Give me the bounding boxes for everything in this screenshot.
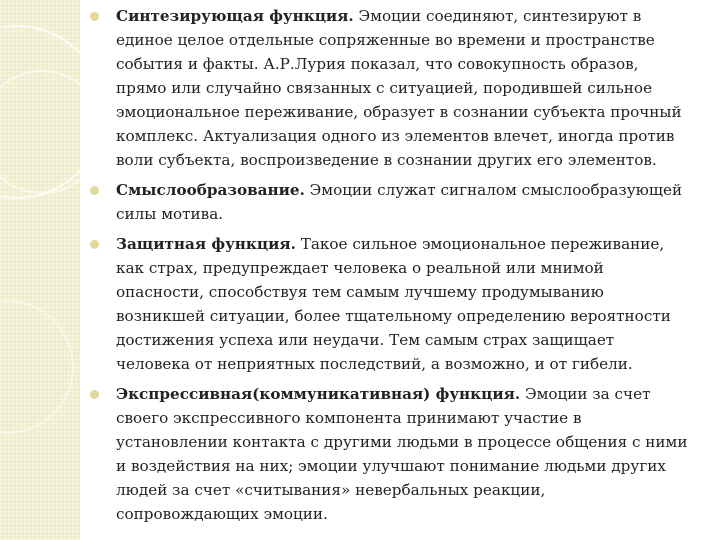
bullet-icon (90, 12, 99, 21)
item-term: Синтезирующая функция. (116, 7, 354, 25)
decorative-ring (0, 70, 80, 194)
item-term: Экспрессивная(коммуникативная) функция. (116, 385, 521, 403)
list-item-synthesizing-function (86, 4, 690, 172)
list-item-protective-function (86, 232, 690, 376)
item-term: Защитная функция. (116, 235, 296, 253)
item-text: Эмоции соединяют, синтезируют в единое целое отдельные сопряженные во времени и пространстве события и факты. А.Р.Лурия показал, что совокупность образов, прямо или случайно связанных с ситуацией, породившей сильное эмоциональное переживание, образует в сознании субъекта прочный комплекс. Актуализация одного из элементов влечет, иногда против воли субъекта, воспроизведение в сознании других его элементов. (116, 7, 682, 169)
decorative-side-strip (0, 0, 80, 540)
item-text: Такое сильное эмоциональное переживание, как страх, предупреждает человека о реальной или мнимой опасности, способствуя тем самым лучшему продумыванию возникшей ситуации, более тщательному определению вероятности достижения успеха или неудачи. Тем самым страх защищает человека от неприятных последствий, а возможно, и от гибели. (116, 235, 671, 373)
list-item-expressive-function (86, 382, 690, 526)
list-item-meaning-formation (86, 178, 690, 226)
item-term: Смыслообразование. (116, 181, 305, 199)
bullet-icon (90, 240, 99, 249)
item-text: Эмоции за счет своего экспрессивного компонента принимают участие в установлении контакта с другими людьми в процессе общения с ними и воздействия на них; эмоции улучшают понимание людьми других людей за счет «считывания» невербальных реакции, сопровождающих эмоции. (116, 385, 688, 523)
decorative-ring (0, 300, 74, 434)
bullet-icon (90, 390, 99, 399)
slide-content (86, 4, 690, 532)
item-text: Эмоции служат сигналом смыслообразующей силы мотива. (116, 181, 683, 223)
bullet-icon (90, 186, 99, 195)
